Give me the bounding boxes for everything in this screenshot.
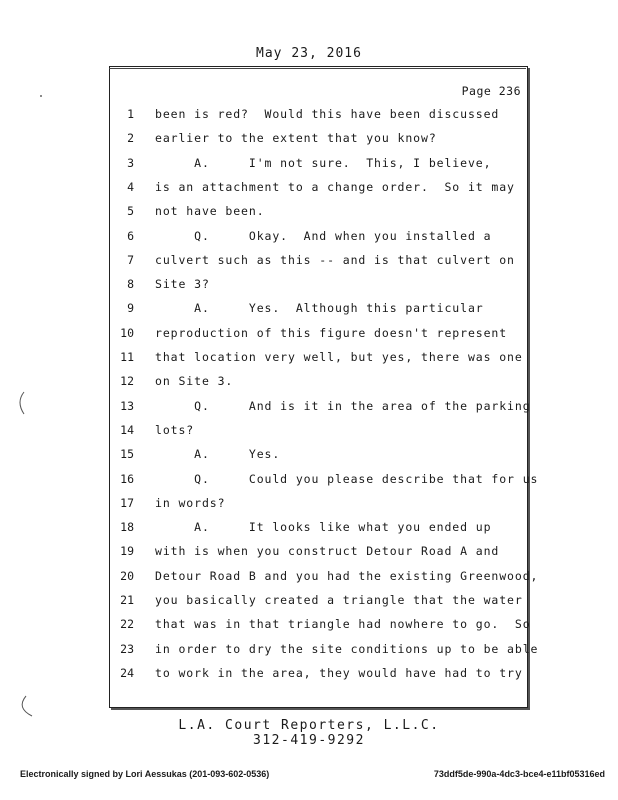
scan-artifact-mark	[14, 694, 36, 720]
line-number: 7	[127, 252, 134, 267]
line-number: 9	[127, 301, 134, 316]
transcript-line	[0, 229, 618, 253]
electronic-signature: Electronically signed by Lori Aessukas (201-093-602-0536)	[20, 769, 270, 779]
line-text: Site 3?	[155, 277, 210, 292]
line-number: 18	[120, 520, 134, 535]
line-number: 10	[120, 325, 134, 340]
line-number: 6	[127, 228, 134, 243]
transcript-line	[0, 447, 618, 471]
document-id: 73ddf5de-990a-4dc3-bce4-e11bf05316ed	[433, 769, 605, 779]
transcript-line	[0, 204, 618, 228]
transcript-line	[0, 544, 618, 568]
transcript-line	[0, 350, 618, 374]
line-text: Q. Okay. And when you installed a	[155, 228, 492, 243]
line-text: is an attachment to a change order. So it may	[155, 179, 515, 194]
transcript-line	[0, 423, 618, 447]
line-number: 14	[120, 422, 134, 437]
transcript-line	[0, 496, 618, 520]
line-number: 16	[120, 471, 134, 486]
line-text: reproduction of this figure doesn't represent	[155, 325, 508, 340]
transcript-line	[0, 520, 618, 544]
transcript-line	[0, 253, 618, 277]
transcript-line	[0, 666, 618, 690]
line-number: 17	[120, 495, 134, 510]
transcript-line	[0, 472, 618, 496]
line-number: 4	[127, 179, 134, 194]
line-text: earlier to the extent that you know?	[155, 131, 437, 146]
line-text: A. It looks like what you ended up	[155, 520, 492, 535]
transcript-line	[0, 617, 618, 641]
line-number: 21	[120, 593, 134, 607]
line-text: Q. Could you please describe that for us	[155, 471, 539, 486]
transcript-line	[0, 593, 618, 617]
transcript-line	[0, 277, 618, 301]
line-number: 22	[120, 617, 134, 632]
transcript-line	[0, 569, 618, 593]
transcript-line	[0, 156, 618, 180]
line-number: 2	[127, 131, 134, 146]
line-text: been is red? Would this have been discussed	[155, 107, 500, 121]
transcript-line	[0, 180, 618, 204]
transcript-date: May 23, 2016	[256, 46, 362, 61]
transcript-line	[0, 399, 618, 423]
line-text: not have been.	[155, 204, 265, 219]
line-text: with is when you construct Detour Road A and	[155, 544, 500, 559]
line-text: culvert such as this -- and is that culvert on	[155, 252, 515, 267]
line-text: in order to dry the site conditions up to be able	[155, 641, 539, 656]
line-number: 3	[127, 155, 134, 170]
line-number: 15	[120, 447, 134, 462]
transcript-line	[0, 374, 618, 398]
court-reporter-name: L.A. Court Reporters, L.L.C.	[178, 718, 440, 733]
line-number: 24	[120, 665, 134, 680]
scan-artifact-mark	[14, 390, 28, 416]
line-text: Detour Road B and you had the existing Greenwood,	[155, 568, 539, 583]
transcript-line	[0, 301, 618, 325]
line-number: 11	[120, 350, 134, 364]
line-number: 8	[127, 277, 134, 292]
line-text: to work in the area, they would have had to try	[155, 665, 523, 680]
line-text: A. Yes. Although this particular	[155, 301, 484, 316]
line-text: you basically created a triangle that the water	[155, 593, 523, 607]
line-text: A. I'm not sure. This, I believe,	[155, 155, 492, 170]
line-text: Q. And is it in the area of the parking	[155, 398, 531, 413]
page-number: Page 236	[461, 84, 521, 98]
line-number: 1	[127, 107, 134, 121]
court-reporter-phone: 312-419-9292	[253, 733, 365, 748]
line-text: lots?	[155, 422, 195, 437]
scan-artifact-mark	[38, 93, 46, 99]
transcript-line	[0, 642, 618, 666]
line-text: that location very well, but yes, there was one	[155, 350, 523, 364]
frame-top-rule	[109, 68, 526, 69]
transcript-line	[0, 107, 618, 131]
line-number: 20	[120, 568, 134, 583]
line-number: 19	[120, 544, 134, 559]
transcript-line	[0, 131, 618, 155]
line-number: 13	[120, 398, 134, 413]
line-text: A. Yes.	[155, 447, 281, 462]
line-number: 12	[120, 374, 134, 389]
line-number: 5	[127, 204, 134, 219]
line-text: that was in that triangle had nowhere to go. So	[155, 617, 531, 632]
line-number: 23	[120, 641, 134, 656]
line-text: on Site 3.	[155, 374, 234, 389]
transcript-line	[0, 326, 618, 350]
line-text: in words?	[155, 495, 226, 510]
